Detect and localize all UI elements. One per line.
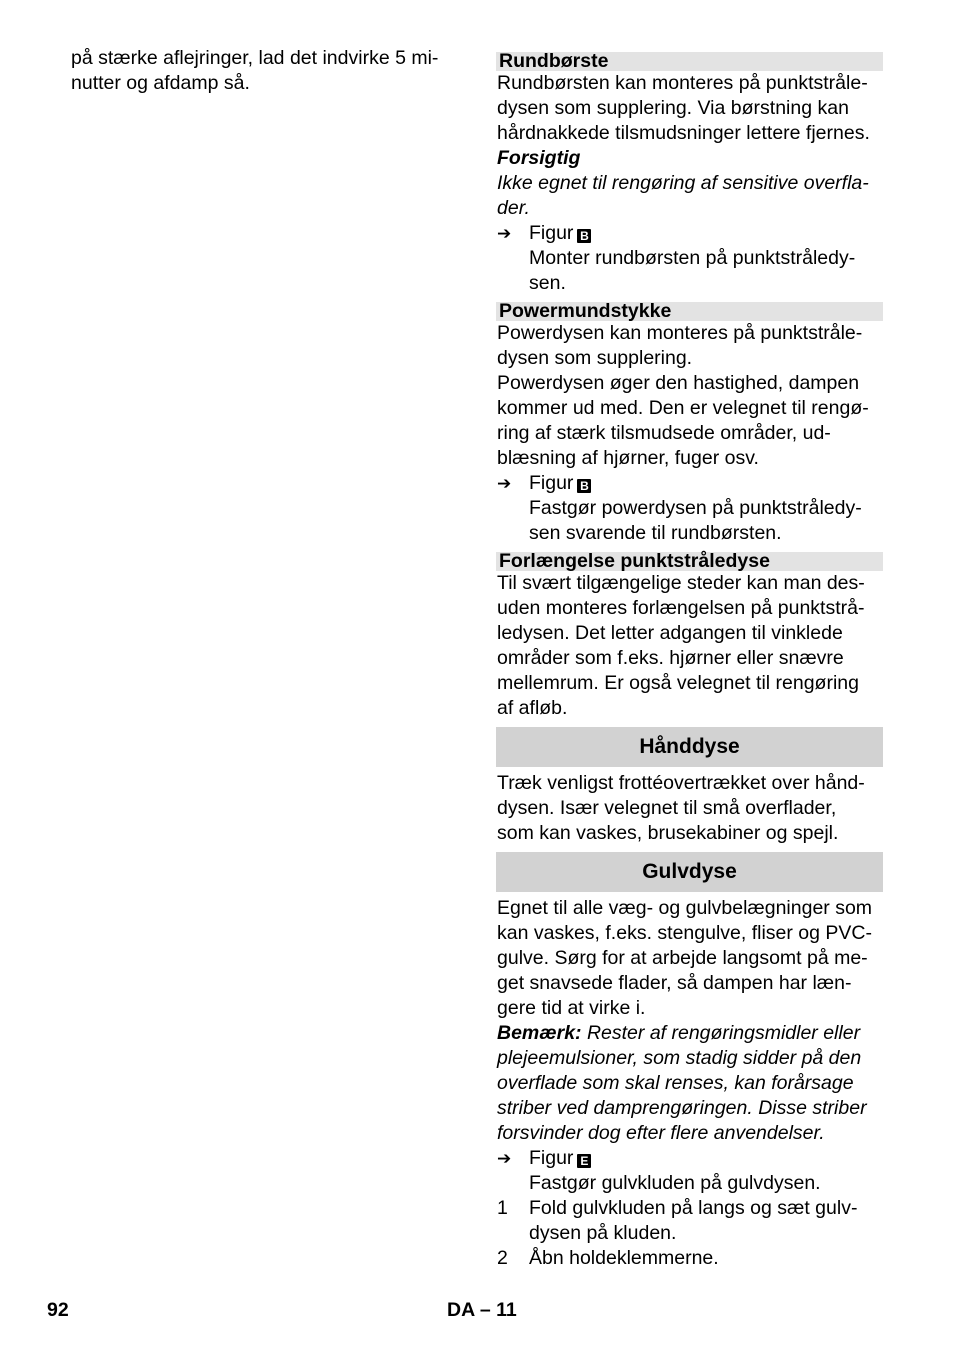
list-item-text: dysen på kluden. — [529, 1222, 677, 1244]
figure-label: Figur — [529, 222, 574, 244]
caution-text-line: Ikke egnet til rengøring af sensitive overfla- — [497, 172, 869, 194]
figure-letter-badge: E — [577, 1154, 591, 1168]
body-text-line: på stærke aflejringer, lad det indvirke 5 mi- — [71, 47, 439, 69]
note-text-line: striber ved damprengøringen. Disse striber — [497, 1097, 867, 1119]
figure-reference — [529, 221, 591, 246]
note-text: Rester af rengøringsmidler eller — [581, 1022, 861, 1044]
body-text-line: områder som f.eks. hjørner eller snævre — [497, 647, 844, 669]
body-text-line: get snavsede flader, så dampen har læn- — [497, 972, 852, 994]
list-item-text: Fold gulvkluden på langs og sæt gulv- — [529, 1197, 858, 1219]
body-text-line: kommer ud med. Den er velegnet til rengø- — [497, 397, 869, 419]
arrow-right-icon: ➔ — [497, 224, 512, 243]
page-number: 92 — [47, 1299, 69, 1321]
section-heading-rundborste: Rundbørste — [496, 52, 883, 71]
figure-reference — [529, 1146, 591, 1171]
body-text-line: blæsning af hjørner, fuger osv. — [497, 447, 759, 469]
body-text-line: nutter og afdamp så. — [71, 72, 250, 94]
body-text-line: ring af stærk tilsmudsede områder, ud- — [497, 422, 831, 444]
list-item-text: Åbn holdeklemmerne. — [529, 1247, 719, 1269]
arrow-right-icon: ➔ — [497, 474, 512, 493]
list-item-number: 2 — [497, 1247, 508, 1269]
body-text-line: uden monteres forlængelsen på punktstrå- — [497, 597, 865, 619]
caution-title: Forsigtig — [497, 147, 581, 169]
arrow-right-icon: ➔ — [497, 1149, 512, 1168]
body-text-line: Til svært tilgængelige steder kan man des- — [497, 572, 865, 594]
body-text-line: gulve. Sørg for at arbejde langsomt på me- — [497, 947, 868, 969]
note-text-line: forsvinder dog efter flere anvendelser. — [497, 1122, 825, 1144]
body-text-line: ledysen. Det letter adgangen til vinklede — [497, 622, 843, 644]
figure-label: Figur — [529, 472, 574, 494]
body-text-line: Powerdysen kan monteres på punktstråle- — [497, 322, 863, 344]
body-text-line: hårdnakkede tilsmudsninger lettere fjernes. — [497, 122, 870, 144]
section-heading-powermundstykke: Powermundstykke — [496, 302, 883, 321]
step-text-line: Fastgør gulvkluden på gulvdysen. — [529, 1172, 821, 1194]
body-text-line: Rundbørsten kan monteres på punktstråle- — [497, 72, 868, 94]
step-text-line: Monter rundbørsten på punktstråledy- — [529, 247, 856, 269]
caution-text-line: der. — [497, 197, 530, 219]
step-text-line: Fastgør powerdysen på punktstråledy- — [529, 497, 862, 519]
note-text-line: overflade som skal renses, kan forårsage — [497, 1072, 854, 1094]
body-text-line: mellemrum. Er også velegnet til rengøring — [497, 672, 859, 694]
figure-letter-badge: B — [577, 229, 591, 243]
note-label: Bemærk: — [497, 1022, 582, 1044]
section-footer: DA – 11 — [447, 1299, 517, 1321]
body-text-line: Egnet til alle væg- og gulvbelægninger som — [497, 897, 873, 919]
note-text-line: plejeemulsioner, som stadig sidder på den — [497, 1047, 862, 1069]
body-text-line: dysen som supplering. — [497, 347, 693, 369]
body-text-line: af afløb. — [497, 697, 568, 719]
body-text-line: dysen som supplering. Via børstning kan — [497, 97, 849, 119]
section-heading-gulvdyse: Gulvdyse — [496, 852, 883, 892]
body-text-line: som kan vaskes, brusekabiner og spejl. — [497, 822, 839, 844]
body-text-line: gere tid at virke i. — [497, 997, 646, 1019]
list-item-number: 1 — [497, 1197, 508, 1219]
body-text-line: dysen. Især velegnet til små overflader, — [497, 797, 837, 819]
note-line — [497, 1021, 860, 1046]
section-heading-forlaengelse: Forlængelse punktstråledyse — [496, 552, 883, 571]
step-text-line: sen svarende til rundbørsten. — [529, 522, 782, 544]
body-text-line: Powerdysen øger den hastighed, dampen — [497, 372, 860, 394]
body-text-line: Træk venligst frottéovertrækket over hånd- — [497, 772, 865, 794]
figure-label: Figur — [529, 1147, 574, 1169]
section-heading-handdyse: Hånddyse — [496, 727, 883, 767]
body-text-line: kan vaskes, f.eks. stengulve, fliser og PVC- — [497, 922, 872, 944]
step-text-line: sen. — [529, 272, 566, 294]
figure-letter-badge: B — [577, 479, 591, 493]
figure-reference — [529, 471, 591, 496]
